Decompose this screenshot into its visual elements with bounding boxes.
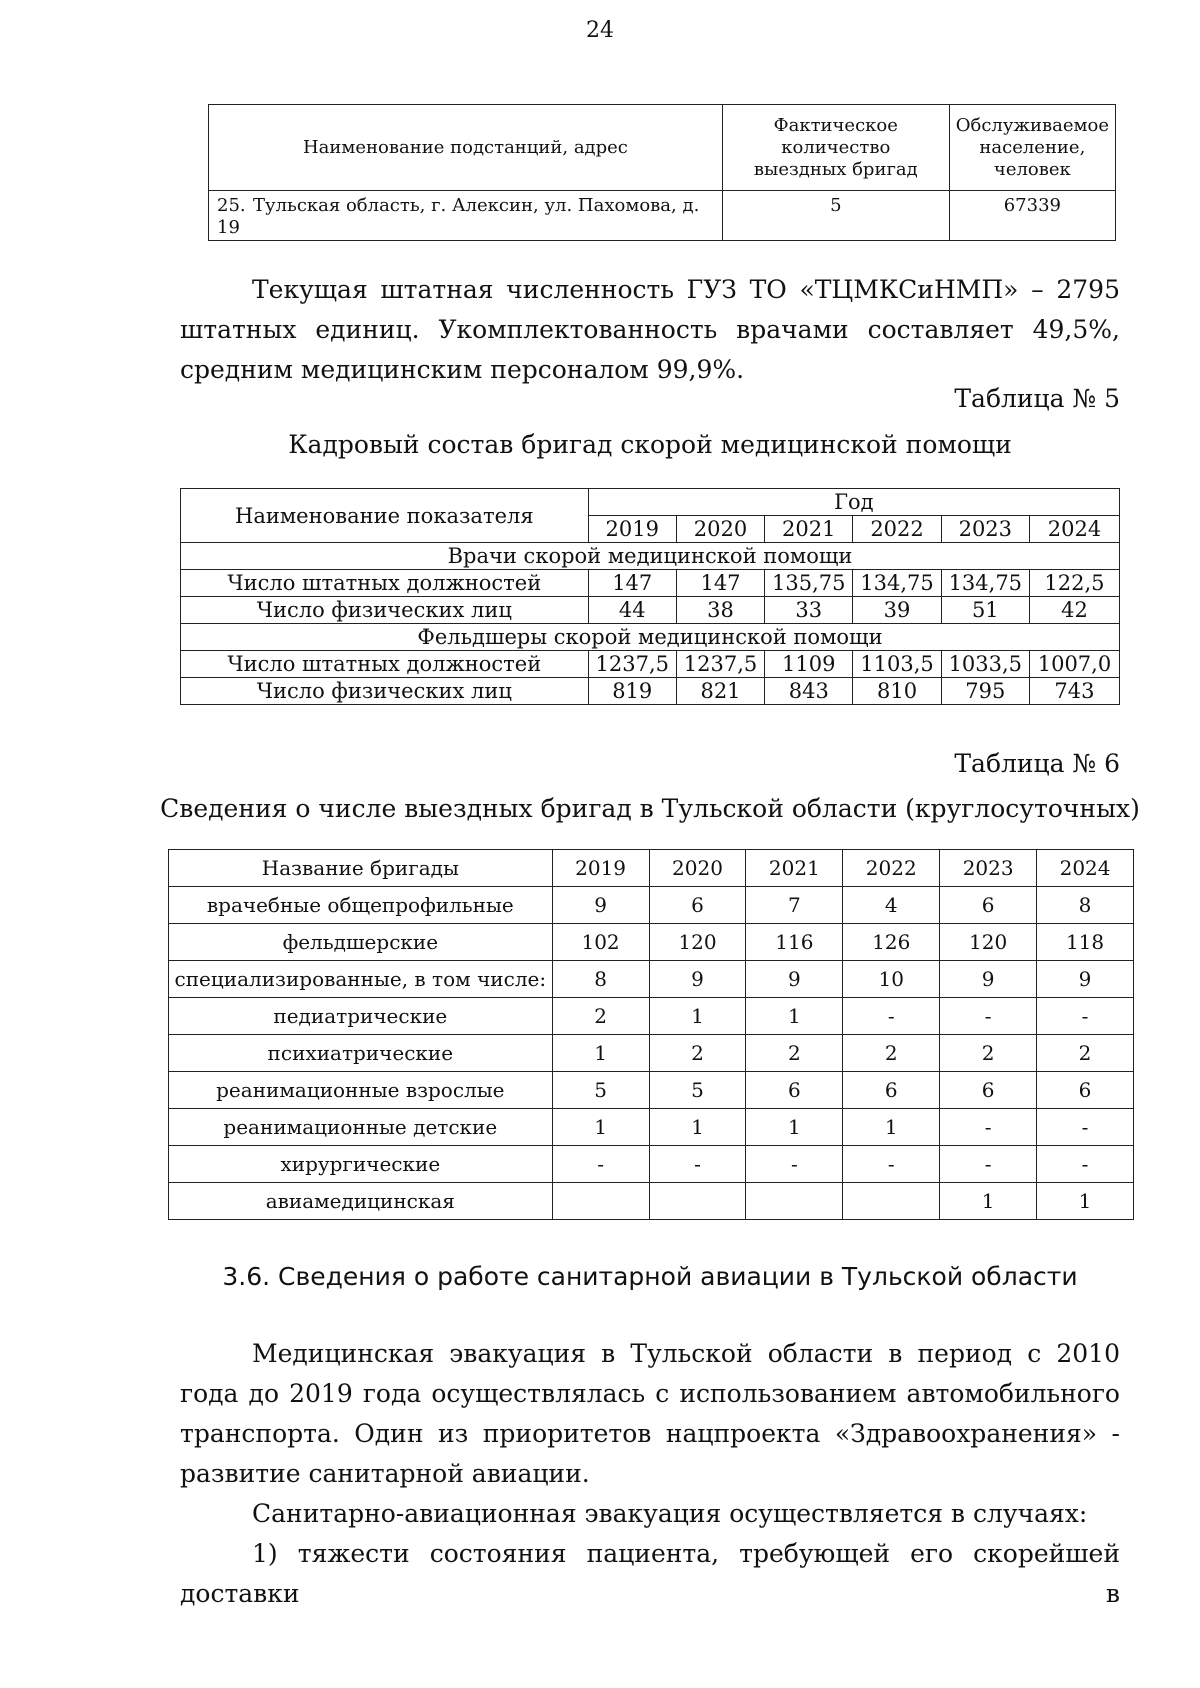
table5-label: Таблица № 5 [954,384,1120,413]
value-cell [843,1183,940,1220]
row-label: Число физических лиц [181,678,589,705]
value-cell: - [940,1109,1037,1146]
brigades-count: 5 [722,191,949,241]
value-cell: - [1037,1109,1134,1146]
header-population: Обслуживаемое население, человек [949,105,1115,191]
value-cell: 4 [843,887,940,924]
row-number: 25. [217,195,246,216]
value-cell: - [1037,998,1134,1035]
value-cell: 122,5 [1029,570,1119,597]
value-cell: 134,75 [853,570,941,597]
value-cell: 1 [746,998,843,1035]
table6-title: Сведения о числе выездных бригад в Тульской области (круглосуточных) [160,794,1140,823]
value-cell: 1033,5 [941,651,1029,678]
year-cell: 2023 [940,850,1037,887]
value-cell: 7 [746,887,843,924]
value-cell: 2 [843,1035,940,1072]
value-cell [552,1183,649,1220]
value-cell: 1237,5 [676,651,764,678]
table6-label: Таблица № 6 [954,749,1120,778]
value-cell: 1007,0 [1029,651,1119,678]
year-cell: 2022 [853,516,941,543]
year-cell: 2024 [1037,850,1134,887]
value-cell: 2 [940,1035,1037,1072]
year-cell: 2022 [843,850,940,887]
substation-address [209,191,723,241]
value-cell: 102 [552,924,649,961]
page-number: 24 [586,18,614,43]
value-cell: 810 [853,678,941,705]
row-label: специализированные, в том числе: [169,961,553,998]
year-cell: 2023 [941,516,1029,543]
value-cell: 6 [940,1072,1037,1109]
table-row [169,961,1134,998]
row-label: реанимационные взрослые [169,1072,553,1109]
value-cell: - [1037,1146,1134,1183]
table-row [169,887,1134,924]
value-cell: 118 [1037,924,1134,961]
value-cell: 9 [649,961,746,998]
row-label: фельдшерские [169,924,553,961]
row-label: психиатрические [169,1035,553,1072]
row-label: педиатрические [169,998,553,1035]
value-cell: 5 [552,1072,649,1109]
value-cell: 821 [676,678,764,705]
value-cell: 6 [649,887,746,924]
value-cell: 126 [843,924,940,961]
value-cell: 1 [940,1183,1037,1220]
value-cell: - [843,998,940,1035]
value-cell: 6 [940,887,1037,924]
value-cell: 1 [552,1035,649,1072]
value-cell: 9 [940,961,1037,998]
staffing-paragraph: Текущая штатная численность ГУЗ ТО «ТЦМКСиНМП» – 2795 штатных единиц. Укомплектованность врачами составляет 49,5%, средним медицинским персоналом 99,9%. [180,275,1120,384]
year-cell: 2021 [746,850,843,887]
address-text: Тульская область, г. Алексин, ул. Пахомова, д. 19 [217,195,700,238]
row-label: хирургические [169,1146,553,1183]
value-cell: 147 [676,570,764,597]
table-row [169,1072,1134,1109]
value-cell: 38 [676,597,764,624]
table-row [169,998,1134,1035]
value-cell: 743 [1029,678,1119,705]
case-item-1: 1) тяжести состояния пациента, требующей его скорейшей доставки в [180,1539,1120,1608]
value-cell: 42 [1029,597,1119,624]
value-cell: 33 [765,597,853,624]
value-cell: 6 [746,1072,843,1109]
value-cell: 819 [588,678,676,705]
header-brigade-name: Название бригады [169,850,553,887]
value-cell: 9 [552,887,649,924]
value-cell: 1 [649,1109,746,1146]
value-cell: 120 [940,924,1037,961]
value-cell: 843 [765,678,853,705]
year-cell: 2020 [676,516,764,543]
value-cell: 5 [649,1072,746,1109]
value-cell: 9 [1037,961,1134,998]
header-indicator: Наименование показателя [181,489,589,543]
value-cell: - [649,1146,746,1183]
value-cell: 10 [843,961,940,998]
table-row [181,597,1120,624]
evacuation-paragraph: Медицинская эвакуация в Тульской области в период с 2010 года до 2019 года осуществлялась с использованием автомобильного транспорта. Один из приоритетов нацпроекта «Здравоохранения» - развитие санитарной авиации. [180,1339,1120,1488]
table-row [181,678,1120,705]
row-label: реанимационные детские [169,1109,553,1146]
year-cell: 2024 [1029,516,1119,543]
group-header-doctors: Врачи скорой медицинской помощи [181,543,1120,570]
value-cell [649,1183,746,1220]
table-row [169,1109,1134,1146]
table-row [169,1035,1134,1072]
value-cell: - [940,1146,1037,1183]
value-cell: 1103,5 [853,651,941,678]
value-cell: - [940,998,1037,1035]
table-row [169,924,1134,961]
value-cell: 8 [552,961,649,998]
row-label: Число штатных должностей [181,651,589,678]
row-label: авиамедицинская [169,1183,553,1220]
staff-table [180,488,1120,705]
value-cell: 51 [941,597,1029,624]
value-cell: 135,75 [765,570,853,597]
year-cell: 2019 [552,850,649,887]
table-row [169,1146,1134,1183]
value-cell: 1 [843,1109,940,1146]
value-cell: 1237,5 [588,651,676,678]
row-label: врачебные общепрофильные [169,887,553,924]
value-cell: 2 [649,1035,746,1072]
value-cell: 6 [1037,1072,1134,1109]
group-header-paramedics: Фельдшеры скорой медицинской помощи [181,624,1120,651]
year-cell: 2019 [588,516,676,543]
header-year: Год [588,489,1119,516]
value-cell: 2 [746,1035,843,1072]
value-cell: 795 [941,678,1029,705]
cases-paragraph: Санитарно-авиационная эвакуация осуществляется в случаях: [252,1499,1088,1528]
value-cell: 134,75 [941,570,1029,597]
table5-title: Кадровый состав бригад скорой медицинской помощи [288,430,1012,459]
value-cell: - [843,1146,940,1183]
value-cell: 1 [746,1109,843,1146]
header-substation: Наименование подстанций, адрес [209,105,723,191]
value-cell: 44 [588,597,676,624]
table-row [181,570,1120,597]
value-cell [746,1183,843,1220]
population-count: 67339 [949,191,1115,241]
value-cell: 2 [552,998,649,1035]
value-cell: 120 [649,924,746,961]
substations-table [208,104,1116,241]
value-cell: 147 [588,570,676,597]
value-cell: 1109 [765,651,853,678]
value-cell: - [552,1146,649,1183]
header-brigades: Фактическое количество выездных бригад [722,105,949,191]
value-cell: 2 [1037,1035,1134,1072]
row-label: Число штатных должностей [181,570,589,597]
year-cell: 2020 [649,850,746,887]
table-row [181,651,1120,678]
year-cell: 2021 [765,516,853,543]
value-cell: 116 [746,924,843,961]
value-cell: 1 [1037,1183,1134,1220]
value-cell: 39 [853,597,941,624]
section-heading: 3.6. Сведения о работе санитарной авиации в Тульской области [222,1262,1078,1291]
value-cell: 1 [649,998,746,1035]
row-label: Число физических лиц [181,597,589,624]
value-cell: 1 [552,1109,649,1146]
table-row [169,1183,1134,1220]
value-cell: 8 [1037,887,1134,924]
value-cell: 6 [843,1072,940,1109]
value-cell: 9 [746,961,843,998]
value-cell: - [746,1146,843,1183]
brigades-table [168,849,1134,1220]
